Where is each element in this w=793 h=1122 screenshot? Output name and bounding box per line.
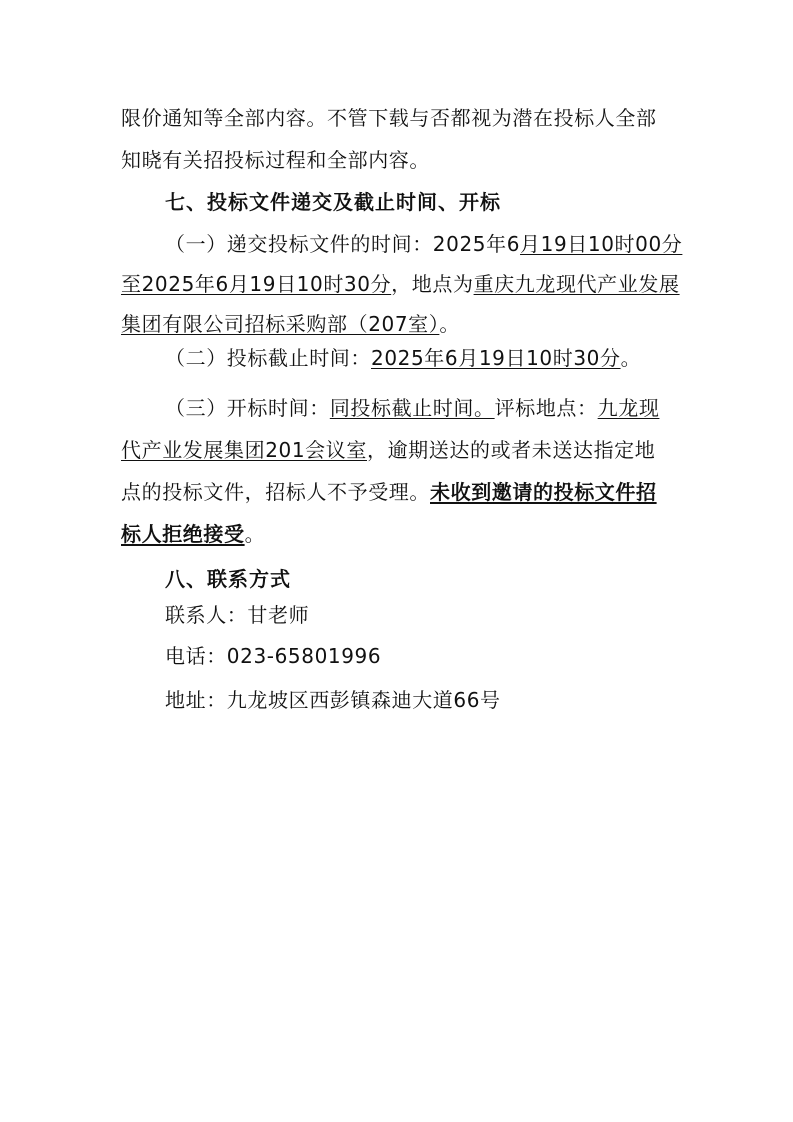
item1-mid: ，地点为 bbox=[391, 272, 474, 296]
item3-prefix: （三）开标时间： bbox=[165, 396, 330, 420]
item1-prefix: （一）递交投标文件的时间：2025年6 bbox=[165, 232, 521, 256]
intro-line-1 bbox=[121, 104, 681, 132]
section7-heading bbox=[165, 188, 681, 216]
item1-line-2 bbox=[121, 270, 681, 298]
item1-line-1 bbox=[165, 230, 681, 258]
section8-heading-text: 八、联系方式 bbox=[165, 567, 291, 591]
intro-text-2: 知晓有关招投标过程和全部内容。 bbox=[121, 148, 430, 172]
intro-text-1: 限价通知等全部内容。不管下载与否都视为潜在投标人全部 bbox=[121, 106, 657, 130]
item2-line bbox=[165, 344, 681, 372]
section7-heading-text: 七、投标文件递交及截止时间、开标 bbox=[165, 190, 501, 214]
item2-deadline: 2025年6月19日10时30分 bbox=[371, 346, 621, 370]
item1-location-1: 重庆九龙现代产业发展 bbox=[473, 272, 680, 296]
contact-person-text: 联系人：甘老师 bbox=[165, 603, 310, 627]
item2-prefix: （二）投标截止时间： bbox=[165, 346, 371, 370]
contact-address bbox=[165, 686, 681, 714]
item3-line-1 bbox=[165, 394, 681, 422]
item1-location-2: 集团有限公司招标采购部（207室） bbox=[121, 312, 440, 336]
contact-person bbox=[165, 601, 681, 629]
item3-mid: 评标地点： bbox=[494, 396, 598, 420]
item1-line-3 bbox=[121, 310, 681, 338]
item3-bold-1: 未收到邀请的投标文件招 bbox=[430, 480, 657, 504]
contact-phone bbox=[165, 642, 681, 670]
contact-phone-text: 电话：023-65801996 bbox=[165, 644, 382, 668]
item3-time: 同投标截止时间。 bbox=[329, 396, 495, 420]
item3-end: 。 bbox=[244, 522, 266, 546]
item3-line-4 bbox=[121, 520, 681, 548]
item3-location-2: 代产业发展集团201会议室 bbox=[121, 438, 367, 462]
item3-line3-start: 点的投标文件，招标人不予受理。 bbox=[121, 480, 430, 504]
item1-start-time: 月19日10时00分 bbox=[520, 232, 683, 256]
item3-location-1: 九龙现 bbox=[597, 396, 660, 420]
item3-line2-rest: ，逾期送达的或者未送达指定地 bbox=[366, 438, 656, 462]
item3-bold-2: 标人拒绝接受 bbox=[121, 522, 245, 546]
item3-line-3 bbox=[121, 478, 681, 506]
item1-end: 。 bbox=[439, 312, 460, 336]
intro-line-2 bbox=[121, 146, 681, 174]
contact-address-text: 地址：九龙坡区西彭镇森迪大道66号 bbox=[165, 688, 501, 712]
item1-end-time: 至2025年6月19日10时30分 bbox=[121, 272, 392, 296]
item2-end: 。 bbox=[620, 346, 642, 370]
item3-line-2 bbox=[121, 436, 681, 464]
section8-heading bbox=[165, 565, 681, 593]
